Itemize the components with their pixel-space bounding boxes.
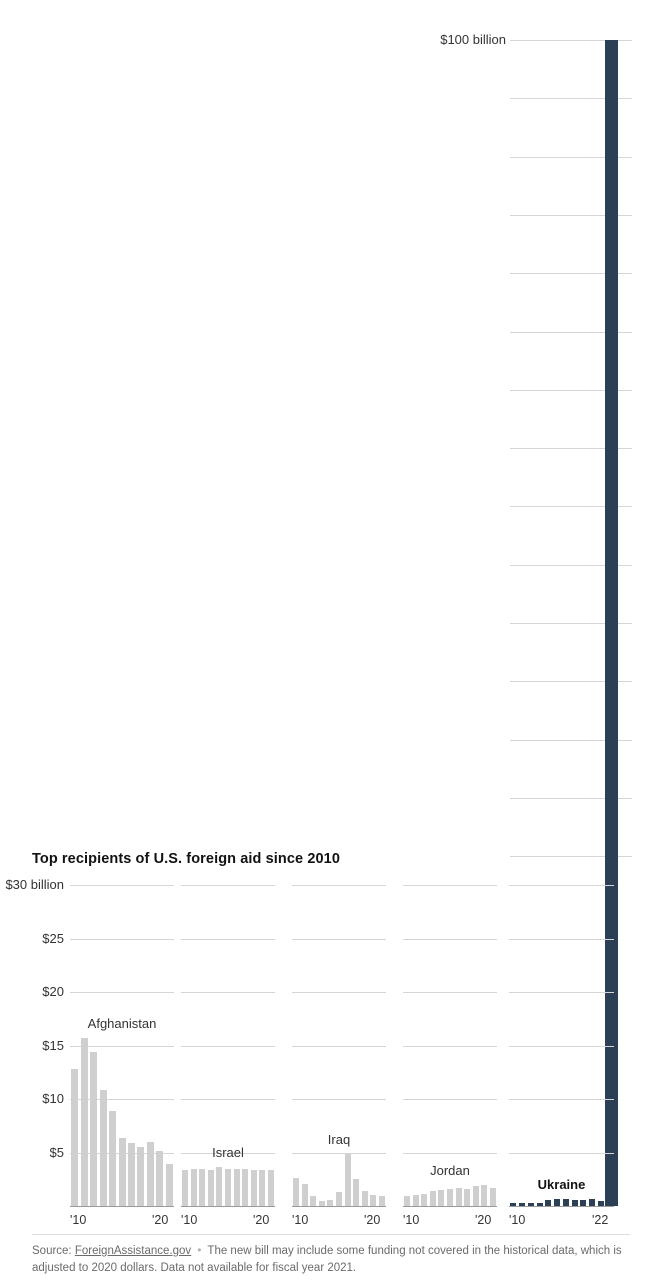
bar — [128, 1143, 135, 1206]
source-label: Source: — [32, 1245, 72, 1257]
bar — [242, 1169, 248, 1206]
bar — [563, 1199, 569, 1206]
bar — [90, 1052, 97, 1206]
bars-area — [509, 855, 614, 1206]
bars-area — [403, 855, 497, 1206]
x-axis-tick-label: '20 — [364, 1213, 381, 1227]
bar — [137, 1147, 144, 1206]
bar — [81, 1038, 88, 1206]
page-title: Top recipients of U.S. foreign aid since 2010 — [32, 851, 341, 867]
source-link[interactable]: ForeignAssistance.gov — [74, 1245, 192, 1257]
x-axis-line — [403, 1206, 497, 1207]
bar — [147, 1142, 154, 1206]
x-axis-tick-label: '10 — [70, 1213, 87, 1227]
x-axis-tick-label: '10 — [292, 1213, 309, 1227]
bar — [310, 1196, 316, 1206]
x-axis-line — [509, 1206, 614, 1207]
bar — [208, 1170, 214, 1206]
bar — [438, 1190, 444, 1206]
x-axis-line — [70, 1206, 174, 1207]
footer-note — [32, 1243, 632, 1276]
panel-ukraine — [509, 855, 614, 1236]
bar — [447, 1189, 453, 1206]
bar — [353, 1179, 359, 1206]
panel-title: Ukraine — [537, 1177, 586, 1192]
y-axis-tick-label: $30 billion — [5, 877, 64, 892]
bar — [216, 1167, 222, 1206]
bars-area — [70, 855, 174, 1206]
y-axis-tick-label: $5 — [49, 1145, 64, 1160]
bar — [268, 1170, 274, 1206]
bar — [166, 1164, 173, 1206]
bar — [421, 1194, 427, 1206]
bar — [302, 1184, 308, 1206]
panel-jordan — [403, 855, 497, 1236]
x-axis-tick-label: '20 — [253, 1213, 270, 1227]
bar — [473, 1186, 479, 1206]
bar — [490, 1188, 496, 1206]
panel-title: Israel — [212, 1145, 244, 1160]
bar — [413, 1195, 419, 1206]
bar — [191, 1169, 197, 1206]
x-axis-tick-label: '10 — [509, 1213, 526, 1227]
bar — [379, 1196, 385, 1206]
x-axis-tick-label: '10 — [181, 1213, 198, 1227]
panel-title: Afghanistan — [87, 1016, 157, 1031]
footnote-text: The new bill may include some funding not covered in the historical data, which is adjusted to 2020 dollars. Data not available for fiscal year 2021. — [32, 1245, 622, 1274]
bar — [225, 1169, 231, 1206]
x-axis-line — [181, 1206, 275, 1207]
bar — [404, 1196, 410, 1206]
bar — [156, 1151, 163, 1206]
bar — [554, 1199, 560, 1206]
y-axis-tick-label: $20 — [42, 984, 64, 999]
bar — [259, 1170, 265, 1206]
bar — [182, 1170, 188, 1206]
bar — [430, 1191, 436, 1206]
x-axis-tick-label: '20 — [475, 1213, 492, 1227]
separator-dot: • — [197, 1245, 202, 1257]
x-axis-tick-label: '20 — [152, 1213, 169, 1227]
bar — [345, 1154, 351, 1206]
x-axis-line — [292, 1206, 386, 1207]
bars-area — [292, 855, 386, 1206]
y-axis-tick-label: $10 — [42, 1091, 64, 1106]
bar — [100, 1090, 107, 1206]
panel-afghanistan — [70, 855, 174, 1236]
panel-iraq — [292, 855, 386, 1236]
bar — [234, 1169, 240, 1206]
y-axis-tick-label: $25 — [42, 931, 64, 946]
bar — [464, 1189, 470, 1206]
bar — [119, 1138, 126, 1206]
bar — [251, 1170, 257, 1206]
x-axis-tick-label: '10 — [403, 1213, 420, 1227]
bar — [336, 1192, 342, 1206]
panel-title: Jordan — [430, 1163, 470, 1178]
bar — [589, 1199, 595, 1206]
bar — [71, 1069, 78, 1206]
panel-israel — [181, 855, 275, 1236]
x-axis-tick-label: '22 — [592, 1213, 609, 1227]
panel-title: Iraq — [327, 1132, 351, 1147]
bar — [109, 1111, 116, 1206]
footer-divider — [32, 1234, 630, 1235]
y-axis-tick-label: $15 — [42, 1038, 64, 1053]
bar — [199, 1169, 205, 1206]
y-axis-top-label: $100 billion — [440, 32, 506, 47]
bars-area — [181, 855, 275, 1206]
bar — [481, 1185, 487, 1206]
bar — [362, 1191, 368, 1206]
bar — [293, 1178, 299, 1206]
bar — [456, 1188, 462, 1206]
bar — [370, 1195, 376, 1206]
